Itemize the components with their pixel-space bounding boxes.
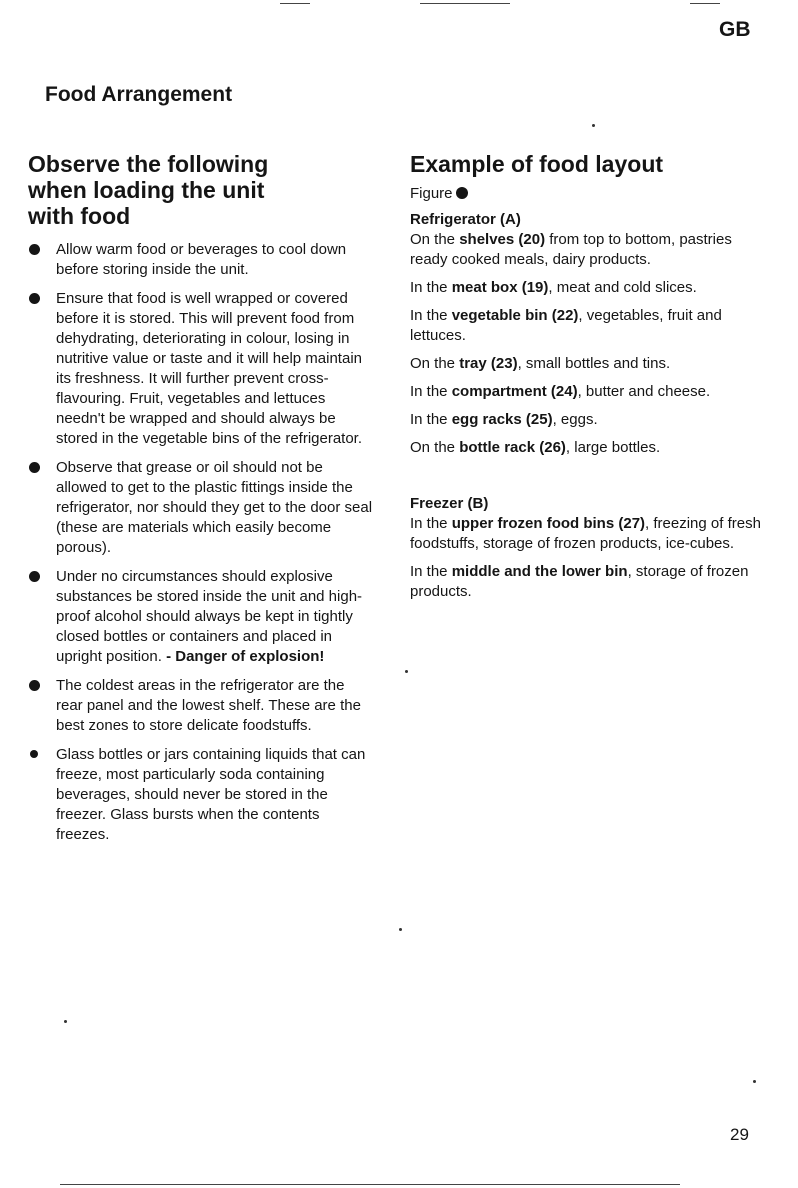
text-run: Under no circumstances should explosive substances be stored inside the unit and high-proof alcohol should always be kept in tightly closed bottles or containers and placed in upright position. [56,568,363,665]
text-run: , freezing of fresh foodstuffs, storage of frozen products, ice-cubes. [410,515,761,552]
text-run: In the [410,563,452,580]
scan-line [690,3,720,4]
bullet-icon [29,462,40,473]
refrigerator-paragraph [410,306,765,346]
bullet-item [28,289,373,449]
bullet-item [28,567,373,667]
text-run: The coldest areas in the refrigerator are the rear panel and the lowest shelf. These are the best zones to store delicate foodstuffs. [56,677,361,734]
bold-term: bottle rack (26) [459,439,566,456]
country-code: GB [719,18,751,41]
bullet-item [28,676,373,736]
refrigerator-title: Refrigerator (A) [410,211,521,228]
scan-speck [405,670,408,673]
scan-line [420,3,510,4]
text-run: Glass bottles or jars containing liquids that can freeze, most particularly soda containing beverages, should never be stored in the freezer. Glass bursts when the contents freezes. [56,746,366,843]
section-title: Food Arrangement [45,83,233,106]
scan-speck [64,1020,67,1023]
text-run: , storage of frozen products. [410,563,749,600]
scan-speck [753,1080,756,1083]
left-column [28,151,373,854]
scan-speck [399,928,402,931]
bold-term: - Danger of explosion! [166,648,325,665]
text-run: In the [410,515,452,532]
bullet-icon [29,680,40,691]
text-run: In the [410,411,452,428]
text-run: , large bottles. [565,439,661,456]
text-run: , meat and cold slices. [548,279,697,296]
text-run: Allow warm food or beverages to cool down before storing inside the unit. [56,241,347,278]
figure-label: Figure [410,185,453,202]
bullet-item [28,745,373,845]
left-heading [28,151,373,229]
bold-term: compartment (24) [451,383,578,400]
freezer-paragraphs [410,514,765,602]
bullet-icon [30,750,38,758]
text-run: On the [410,439,460,456]
bold-term: vegetable bin (22) [451,307,579,324]
refrigerator-paragraph [410,354,765,374]
refrigerator-paragraph [410,278,765,298]
bold-term: upper frozen food bins (27) [451,515,646,532]
page-number: 29 [730,1125,749,1144]
text-run: In the [410,279,452,296]
freezer-paragraph [410,514,765,554]
text-run: In the [410,383,452,400]
refrigerator-paragraph [410,382,765,402]
right-column [410,151,765,610]
bullet-list [28,240,373,845]
freezer-title: Freezer (B) [410,495,489,512]
text-run: On the [410,231,460,248]
right-heading: Example of food layout [410,151,664,177]
bullet-icon [29,293,40,304]
text-run: , small bottles and tins. [517,355,671,372]
text-run: from top to bottom, pastries ready cooked meals, dairy products. [410,231,732,268]
text-run: , butter and cheese. [577,383,711,400]
text-run: , eggs. [552,411,598,428]
scan-line [60,1184,680,1185]
bold-term: egg racks (25) [451,411,553,428]
text-run: Ensure that food is well wrapped or covered before it is stored. This will prevent food from dehydrating, deteriorating in colour, losing in nutritive value or taste and it will help maintain its freshness. It will further prevent cross-flavouring. Fruit, vegetables and lettuces needn't be wrapped and should always be stored in the vegetable bins of the refrigerator. [56,290,363,447]
bullet-item [28,458,373,558]
bullet-icon [29,244,40,255]
figure-number-icon [456,187,468,199]
bold-term: shelves (20) [459,231,546,248]
bold-term: tray (23) [459,355,518,372]
left-heading-line: with food [28,203,131,229]
left-heading-line: Observe the following [28,151,269,177]
bullet-icon [29,571,40,582]
bullet-item [28,240,373,280]
refrigerator-paragraph [410,230,765,270]
freezer-paragraph [410,562,765,602]
scan-line [280,3,310,4]
left-heading-line: when loading the unit [28,177,265,203]
bold-term: middle and the lower bin [451,563,628,580]
text-run: , vegetables, fruit and lettuces. [410,307,722,344]
text-run: On the [410,355,460,372]
refrigerator-paragraph [410,438,765,458]
figure-reference [410,184,765,204]
text-run: Observe that grease or oil should not be allowed to get to the plastic fittings inside the refrigerator, nor should they get to the door seal (these are materials which easily become porous). [56,459,373,556]
text-run: In the [410,307,452,324]
refrigerator-paragraph [410,410,765,430]
bold-term: meat box (19) [451,279,549,296]
refrigerator-paragraphs [410,230,765,458]
scan-speck [592,124,595,127]
